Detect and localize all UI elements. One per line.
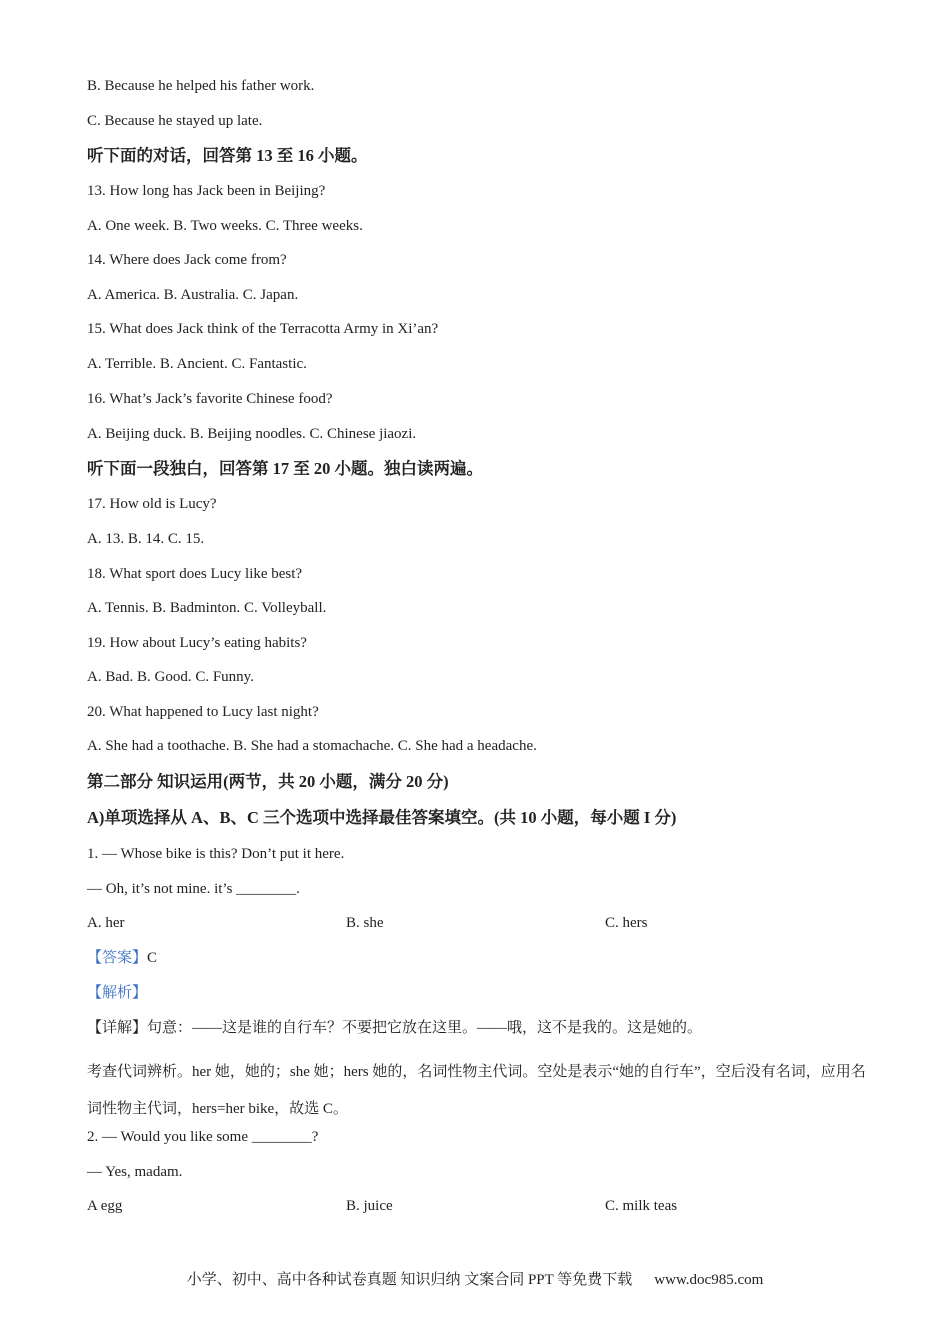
grammar-q2-option-c: C. milk teas [605,1198,678,1214]
question-12-option-b: B. Because he helped his father work. [87,78,315,94]
grammar-q1-explanation: 考查代词辨析。her 她，她的；she 她；hers 她的，名词性物主代词。空处是表示“她的自行车”，空后没有名词，应用名词性物主代词，hers=her bike，故选 C。 [87,1064,866,1117]
answer-value: C [147,950,158,966]
grammar-q1-stem: 1. — Whose bike is this? Don’t put it here. [87,846,345,862]
grammar-q2-response: — Yes, madam. [87,1164,183,1180]
question-16: 16. What’s Jack’s favorite Chinese food? [87,391,333,407]
question-13: 13. How long has Jack been in Beijing? [87,183,326,199]
question-18: 18. What sport does Lucy like best? [87,566,303,582]
question-16-options: A. Beijing duck. B. Beijing noodles. C. Chinese jiaozi. [87,426,417,442]
grammar-q1-option-b: B. she [346,915,384,931]
grammar-q2-stem: 2. — Would you like some ________? [87,1129,319,1145]
footer-site-link[interactable]: www.doc985.com [654,1272,764,1288]
grammar-q1-option-a: A. her [87,915,125,931]
question-13-options: A. One week. B. Two weeks. C. Three weeks. [87,218,363,234]
question-15: 15. What does Jack think of the Terracotta Army in Xi’an? [87,321,439,337]
question-14-options: A. America. B. Australia. C. Japan. [87,287,299,303]
grammar-q1-response: — Oh, it’s not mine. it’s ________. [87,881,300,897]
analysis-tag: 【解析】 [87,985,148,1001]
question-14: 14. Where does Jack come from? [87,252,287,268]
page-footer [0,1270,950,1290]
answer-tag: 【答案】 [87,950,148,966]
grammar-q2-option-b: B. juice [346,1198,393,1214]
question-17-options: A. 13. B. 14. C. 15. [87,531,205,547]
grammar-q1-detail: 【详解】句意：——这是谁的自行车？不要把它放在这里。——哦，这不是我的。这是她的。 [87,1020,703,1036]
section-heading-13-16: 听下面的对话，回答第 13 至 16 小题。 [87,146,368,165]
question-17: 17. How old is Lucy? [87,496,217,512]
section-heading-17-20: 听下面一段独白，回答第 17 至 20 小题。独白读两遍。 [87,459,483,478]
question-20-options: A. She had a toothache. B. She had a stomachache. C. She had a headache. [87,738,537,754]
question-18-options: A. Tennis. B. Badminton. C. Volleyball. [87,600,327,616]
footer-text: 小学、初中、高中各种试卷真题 知识归纳 文案合同 PPT 等免费下载 [186,1272,633,1288]
single-choice-heading: A)单项选择从 A、B、C 三个选项中选择最佳答案填空。(共 10 小题，每小题 I 分) [87,808,677,827]
grammar-q1-answer [87,948,157,968]
part-two-heading: 第二部分 知识运用(两节，共 20 小题，满分 20 分) [87,772,449,791]
grammar-q2-option-a: A egg [87,1198,123,1214]
question-19-options: A. Bad. B. Good. C. Funny. [87,669,254,685]
question-20: 20. What happened to Lucy last night? [87,704,319,720]
question-12-option-c: C. Because he stayed up late. [87,113,263,129]
question-15-options: A. Terrible. B. Ancient. C. Fantastic. [87,356,307,372]
grammar-q1-option-c: C. hers [605,915,648,931]
question-19: 19. How about Lucy’s eating habits? [87,635,307,651]
